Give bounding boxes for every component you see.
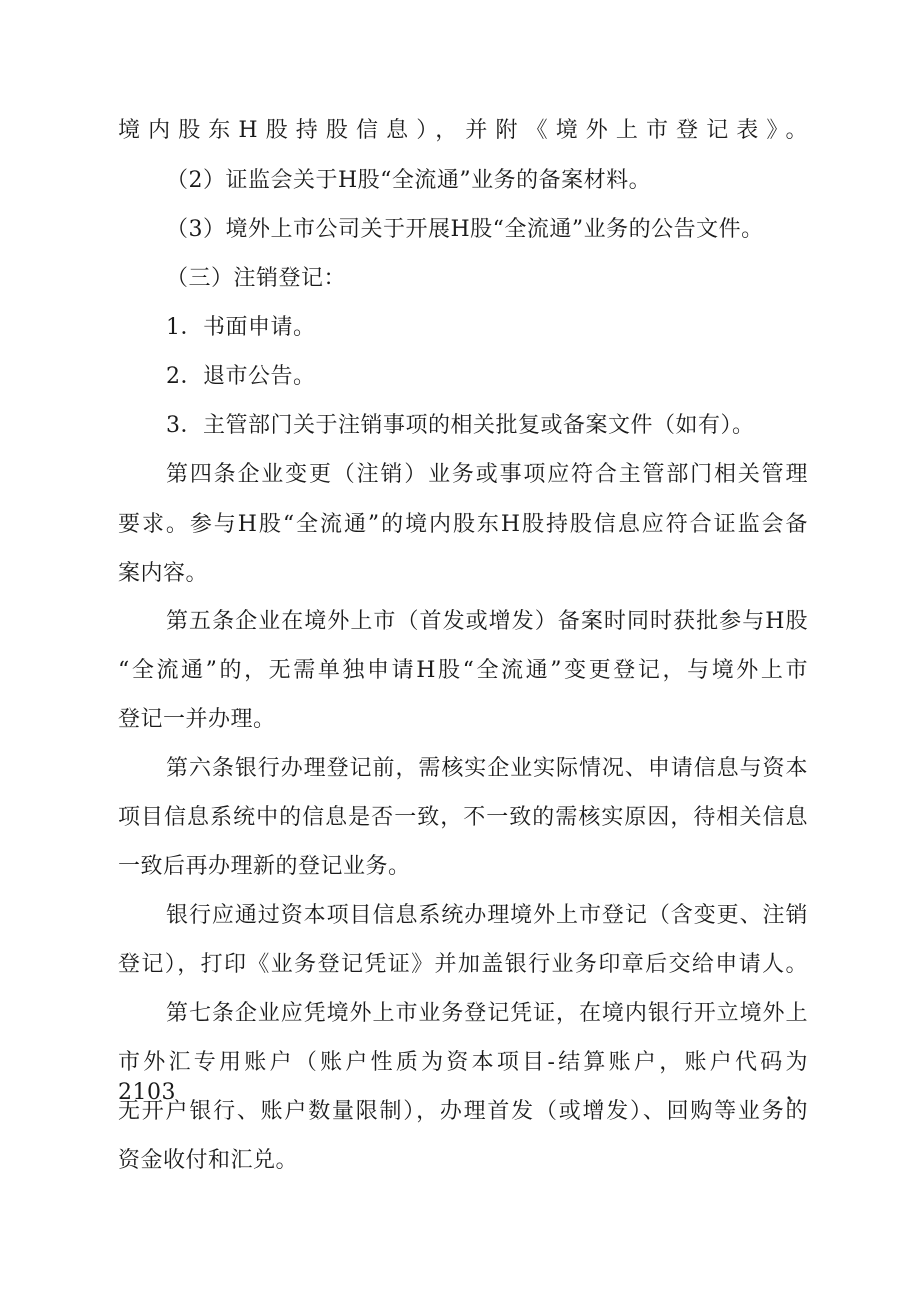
text-line: 登记一并办理。: [118, 707, 276, 732]
text-line: 无开户银行、账户数量限制），办理首发（或增发）、回购等业务的: [118, 1099, 808, 1124]
text-line: “全流通”的，无需单独申请H股“全流通”变更登记，与境外上市: [118, 658, 808, 683]
text-line: 第五条企业在境外上市（首发或增发）备案时同时获批参与H股: [166, 609, 808, 634]
text-line: 境内股东H股持股信息），并附《境外上市登记表》。: [118, 118, 808, 143]
text-line: 1．书面申请。: [166, 315, 316, 340]
text-line: （3）境外上市公司关于开展H股“全流通”业务的公告文件。: [166, 217, 764, 242]
text-line: 第四条企业变更（注销）业务或事项应符合主管部门相关管理: [166, 462, 808, 487]
text-line: （2）证监会关于H股“全流通”业务的备案材料。: [166, 168, 652, 193]
text-line: 2．退市公告。: [166, 364, 316, 389]
text-line: 银行应通过资本项目信息系统办理境外上市登记（含变更、注销: [166, 903, 808, 928]
text-line: 3．主管部门关于注销事项的相关批复或备案文件（如有）。: [166, 413, 755, 438]
text-line: 登记），打印《业务登记凭证》并加盖银行业务印章后交给申请人。: [118, 952, 808, 977]
text-line: 资金收付和汇兑。: [118, 1148, 299, 1173]
text-line: 要求。参与H股“全流通”的境内股东H股持股信息应符合证监会备: [118, 512, 808, 537]
text-line: 第六条银行办理登记前，需核实企业实际情况、申请信息与资本: [166, 756, 808, 781]
text-line: （三）注销登记：: [166, 266, 347, 291]
text-line: 第七条企业应凭境外上市业务登记凭证，在境内银行开立境外上: [166, 1001, 808, 1026]
text-line: 一致后再办理新的登记业务。: [118, 854, 411, 879]
text-line: 案内容。: [118, 561, 209, 586]
text-line: 市外汇专用账户（账户性质为资本项目-结算账户，账户代码为2103，: [118, 1050, 808, 1105]
text-line: 项目信息系统中的信息是否一致，不一致的需核实原因，待相关信息: [118, 805, 808, 830]
